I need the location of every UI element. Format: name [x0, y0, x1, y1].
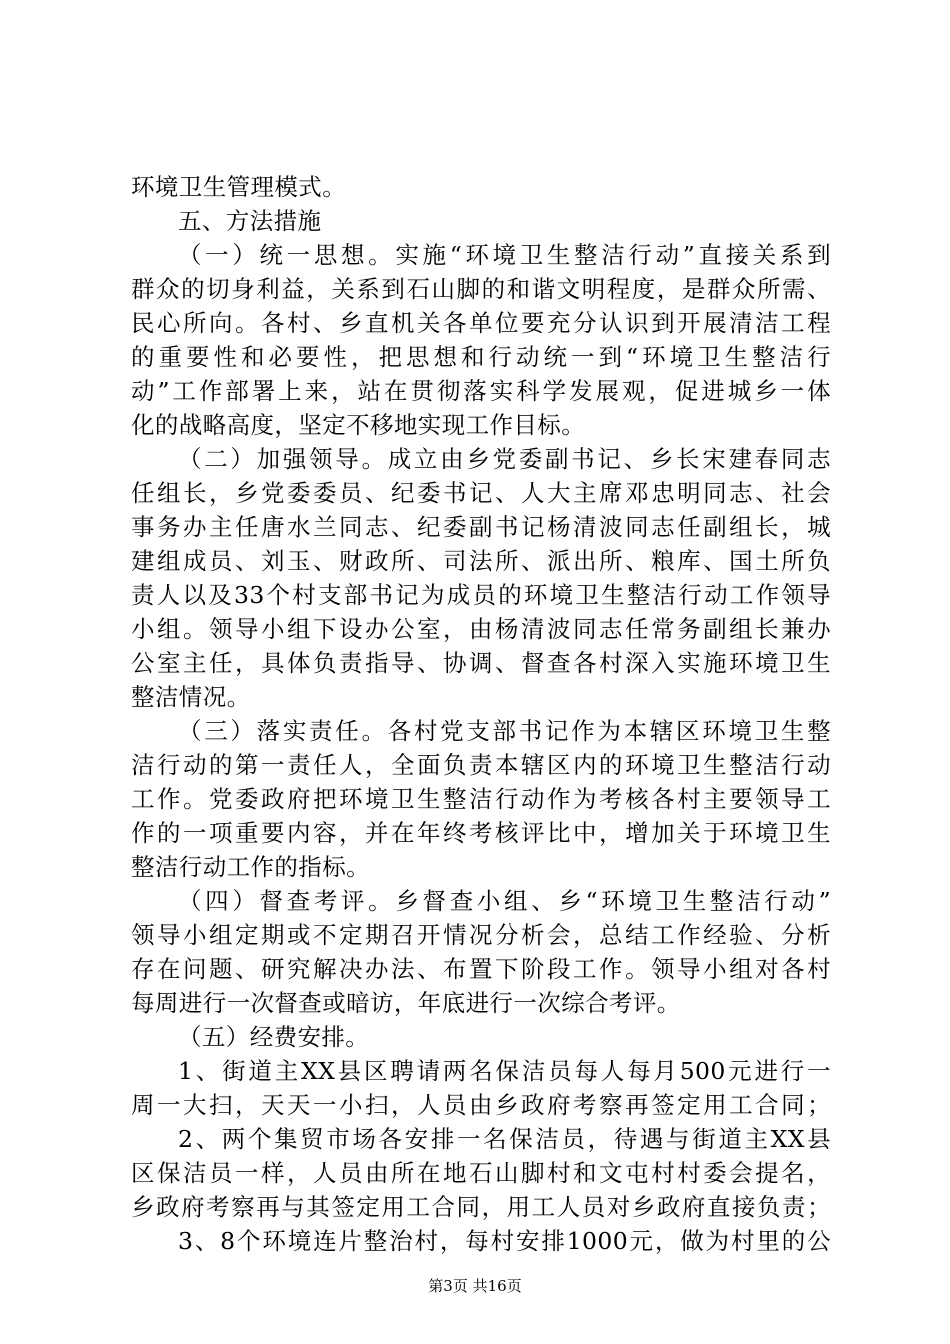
- paragraph-start: 2、两个集贸市场各安排一名保洁员，待遇与街道主XX县: [178, 1125, 831, 1153]
- text-line: 建组成员、刘玉、财政所、司法所、派出所、粮库、国土所负: [131, 547, 831, 575]
- text-line: 公室主任，具体负责指导、协调、督查各村深入实施环境卫生: [131, 649, 831, 677]
- text-line: 事务办主任唐水兰同志、纪委副书记杨清波同志任副组长，城: [131, 513, 831, 541]
- text-line: 的重要性和必要性，把思想和行动统一到“环境卫生整洁行: [131, 343, 831, 371]
- text-line: 群众的切身利益，关系到石山脚的和谐文明程度，是群众所需、: [131, 275, 831, 303]
- paragraph-start: （一）统一思想。实施“环境卫生整洁行动”直接关系到: [178, 241, 831, 269]
- text-line: 周一大扫，天天一小扫，人员由乡政府考察再签定用工合同；: [131, 1091, 831, 1119]
- text-line: 民心所向。各村、乡直机关各单位要充分认识到开展清洁工程: [131, 309, 831, 337]
- paragraph-start: （三）落实责任。各村党支部书记作为本辖区环境卫生整: [178, 717, 831, 745]
- text-line: 小组。领导小组下设办公室，由杨清波同志任常务副组长兼办: [131, 615, 831, 643]
- text-line: 工作。党委政府把环境卫生整洁行动作为考核各村主要领导工: [131, 785, 831, 813]
- section-heading: （五）经费安排。: [178, 1023, 370, 1051]
- text-line: 区保洁员一样，人员由所在地石山脚村和文屯村村委会提名，: [131, 1159, 831, 1187]
- page-number-footer: 第3页 共16页: [428, 1277, 522, 1295]
- paragraph-start: （二）加强领导。成立由乡党委副书记、乡长宋建春同志: [178, 445, 831, 473]
- paragraph-start: 1、街道主XX县区聘请两名保洁员每人每月500元进行一: [178, 1057, 831, 1085]
- text-line: 整洁情况。: [131, 683, 251, 711]
- text-line: 作的一项重要内容，并在年终考核评比中，增加关于环境卫生: [131, 819, 831, 847]
- paragraph-start: （四）督查考评。乡督查小组、乡“环境卫生整洁行动”: [178, 887, 831, 915]
- text-line: 任组长，乡党委委员、纪委书记、人大主席邓忠明同志、社会: [131, 479, 831, 507]
- text-line: 化的战略高度，坚定不移地实现工作目标。: [131, 411, 586, 439]
- text-line: 责人以及33个村支部书记为成员的环境卫生整洁行动工作领导: [131, 581, 831, 609]
- text-line: 乡政府考察再与其签定用工合同，用工人员对乡政府直接负责；: [131, 1193, 831, 1221]
- text-line: 动”工作部署上来，站在贯彻落实科学发展观，促进城乡一体: [131, 377, 831, 405]
- text-line: 存在问题、研究解决办法、布置下阶段工作。领导小组对各村: [131, 955, 831, 983]
- text-line: 环境卫生管理模式。: [131, 173, 347, 201]
- text-line: 洁行动的第一责任人，全面负责本辖区内的环境卫生整洁行动: [131, 751, 831, 779]
- text-line: 领导小组定期或不定期召开情况分析会，总结工作经验、分析: [131, 921, 831, 949]
- text-line: 每周进行一次督查或暗访，年底进行一次综合考评。: [131, 989, 681, 1017]
- text-line: 整洁行动工作的指标。: [131, 853, 370, 881]
- section-heading: 五、方法措施: [178, 207, 322, 235]
- paragraph-start: 3、8个环境连片整治村，每村安排1000元，做为村里的公: [178, 1227, 831, 1255]
